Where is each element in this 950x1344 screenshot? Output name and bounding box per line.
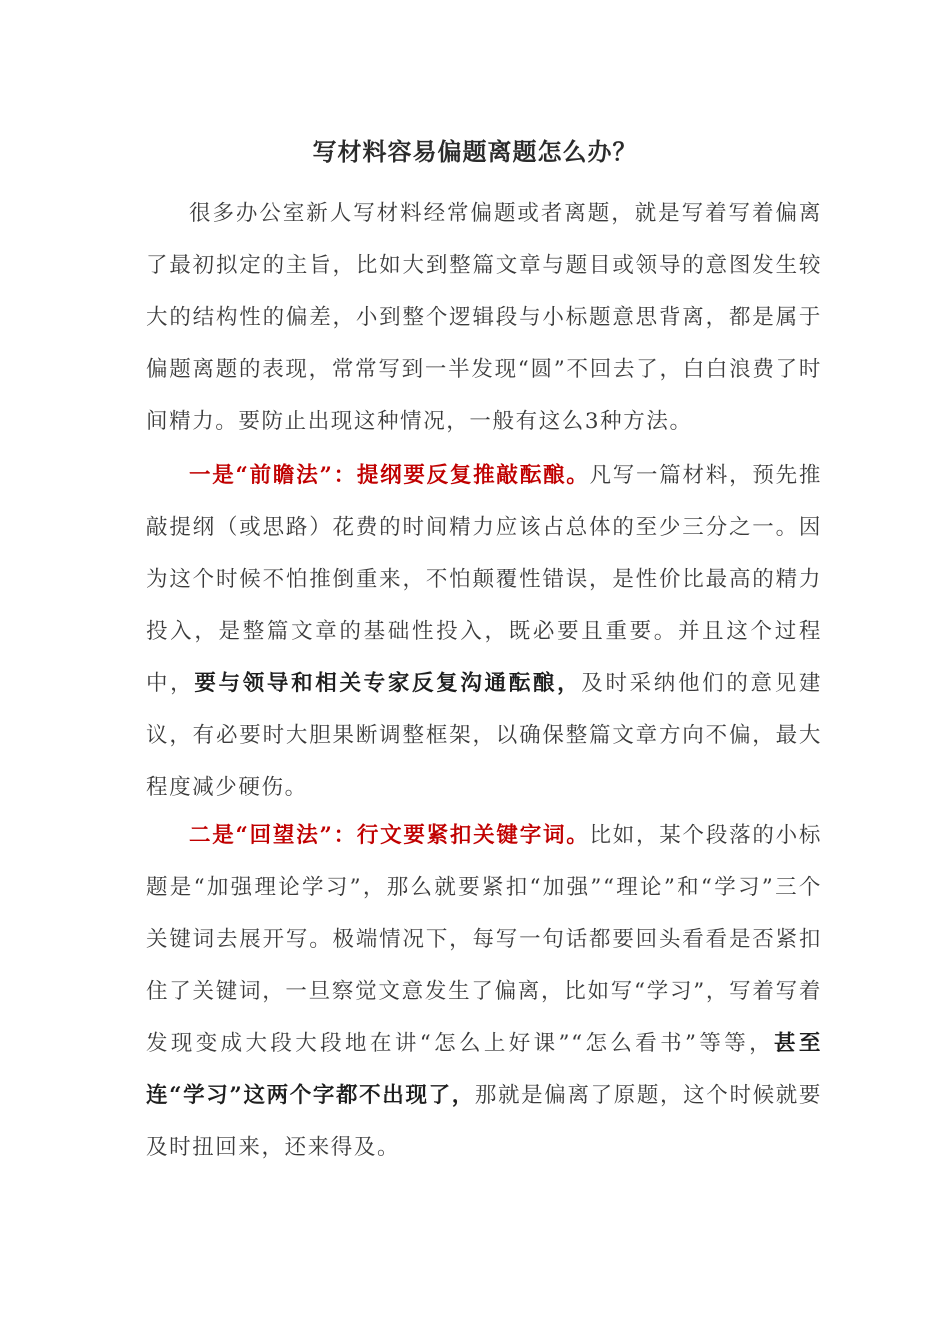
intro-paragraph <box>146 188 822 448</box>
method-two-emphasis: 甚至连“学习”这两个字都不出现了， <box>146 1031 822 1108</box>
method-one-heading: 一是“前瞻法”：提纲要反复推敲酝酿。 <box>189 463 590 488</box>
intro-paragraph-text: 很多办公室新人写材料经常偏题或者离题，就是写着写着偏离了最初拟定的主旨，比如大到整篇文章与题目或领导的意图发生较大的结构性的偏差，小到整个逻辑段与小标题意思背离，都是属于偏题离题的表现，常常写到一半发现“圆”不回去了，白白浪费了时间精力。要防止出现这种情况，一般有这么3种方法。 <box>146 201 822 434</box>
method-one-emphasis: 要与领导和相关专家反复沟通酝酿， <box>194 671 582 696</box>
method-two-text-a: 比如，某个段落的小标题是“加强理论学习”，那么就要紧扣“加强”“理论”和“学习”三个关键词去展开写。极端情况下，每写一句话都要回头看看是否紧扣住了关键词，一旦察觉文意发生了偏离，比如写“学习”，写着写着发现变成大段大段地在讲“怎么上好课”“怎么看书”等等， <box>146 823 822 1056</box>
method-one-text-a: 凡写一篇材料，预先推敲提纲（或思路）花费的时间精力应该占总体的至少三分之一。因为这个时候不怕推倒重来，不怕颠覆性错误，是性价比最高的精力投入，是整篇文章的基础性投入，既必要且重要。并且这个过程中， <box>146 463 822 696</box>
method-two-text-b: 那就是偏离了原题，这个时候就要及时扭回来，还来得及。 <box>146 1083 822 1160</box>
method-two-heading: 二是“回望法”：行文要紧扣关键字词。 <box>189 823 590 848</box>
document-title: 写材料容易偏题离题怎么办？ <box>312 137 638 166</box>
method-one-text-b: 及时采纳他们的意见建议，有必要时大胆果断调整框架，以确保整篇文章方向不偏，最大程度减少硬伤。 <box>146 671 822 800</box>
method-two-paragraph <box>146 810 822 1174</box>
method-one-paragraph <box>146 450 822 814</box>
